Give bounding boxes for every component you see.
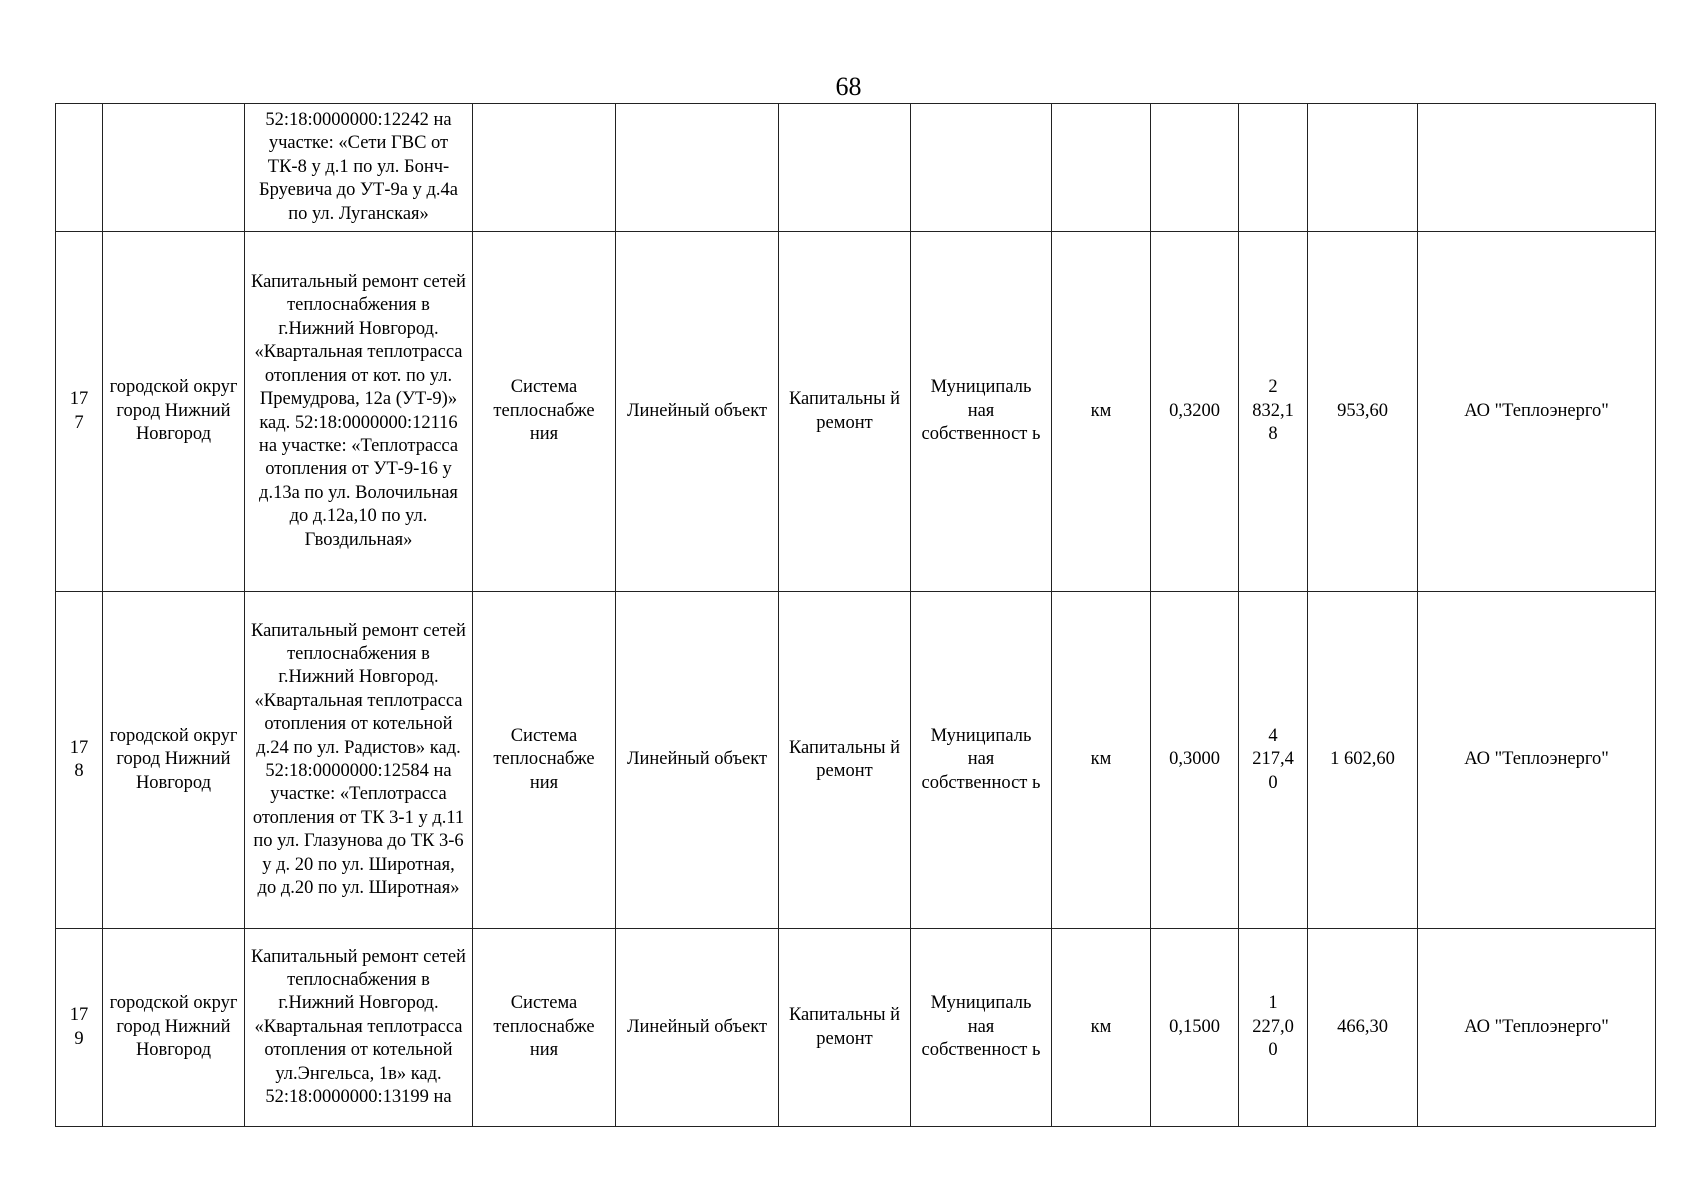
length-cell xyxy=(1151,104,1239,232)
amount-cell: 466,30 xyxy=(1308,929,1418,1127)
organization-cell: АО "Теплоэнерго" xyxy=(1418,929,1656,1127)
page-number: 68 xyxy=(835,72,862,101)
municipality-cell: городской округ город Нижний Новгород xyxy=(103,232,245,592)
unit-cell: км xyxy=(1052,592,1151,929)
object-type-cell: Линейный объект xyxy=(616,929,779,1127)
amount-cell xyxy=(1308,104,1418,232)
work-type-cell: Капитальны й ремонт xyxy=(779,592,911,929)
object-type-cell: Линейный объект xyxy=(616,232,779,592)
organization-cell: АО "Теплоэнерго" xyxy=(1418,592,1656,929)
cost-cell: 2 832,1 8 xyxy=(1239,232,1308,592)
table-row xyxy=(56,232,1656,592)
system-cell: Система теплоснабже ния xyxy=(473,929,616,1127)
num-cell: 17 8 xyxy=(56,592,103,929)
ownership-cell xyxy=(911,104,1052,232)
work-type-cell xyxy=(779,104,911,232)
cost-cell: 1 227,0 0 xyxy=(1239,929,1308,1127)
num-cell: 17 9 xyxy=(56,929,103,1127)
object-type-cell xyxy=(616,104,779,232)
cost-cell xyxy=(1239,104,1308,232)
organization-cell: АО "Теплоэнерго" xyxy=(1418,232,1656,592)
table-row xyxy=(56,104,1656,232)
ownership-cell: Муниципаль ная собственност ь xyxy=(911,232,1052,592)
length-cell: 0,1500 xyxy=(1151,929,1239,1127)
organization-cell xyxy=(1418,104,1656,232)
system-cell: Система теплоснабже ния xyxy=(473,232,616,592)
system-cell: Система теплоснабже ния xyxy=(473,592,616,929)
description-cell: Капитальный ремонт сетей теплоснабжения в г.Нижний Новгород. «Квартальная теплотрасса отопления от котельной ул.Энгельса, 1в» кад. 52:18:0000000:13199 на xyxy=(245,929,473,1127)
system-cell xyxy=(473,104,616,232)
municipality-cell: городской округ город Нижний Новгород xyxy=(103,592,245,929)
amount-cell: 953,60 xyxy=(1308,232,1418,592)
municipality-cell xyxy=(103,104,245,232)
unit-cell: км xyxy=(1052,929,1151,1127)
description-cell: 52:18:0000000:12242 на участке: «Сети ГВС от ТК-8 у д.1 по ул. Бонч-Бруевича до УТ-9а у д.4а по ул. Луганская» xyxy=(245,104,473,232)
ownership-cell: Муниципаль ная собственност ь xyxy=(911,592,1052,929)
projects-table xyxy=(55,103,1656,1127)
table-row xyxy=(56,592,1656,929)
municipality-cell: городской округ город Нижний Новгород xyxy=(103,929,245,1127)
work-type-cell: Капитальны й ремонт xyxy=(779,232,911,592)
num-cell xyxy=(56,104,103,232)
length-cell: 0,3200 xyxy=(1151,232,1239,592)
ownership-cell: Муниципаль ная собственност ь xyxy=(911,929,1052,1127)
amount-cell: 1 602,60 xyxy=(1308,592,1418,929)
description-cell: Капитальный ремонт сетей теплоснабжения в г.Нижний Новгород. «Квартальная теплотрасса отопления от котельной д.24 по ул. Радистов» кад. 52:18:0000000:12584 на участке: «Теплотрасса отопления от ТК 3-1 у д.11 по ул. Глазунова до ТК 3-6 у д. 20 по ул. Широтная, до д.20 по ул. Широтная» xyxy=(245,592,473,929)
length-cell: 0,3000 xyxy=(1151,592,1239,929)
num-cell: 17 7 xyxy=(56,232,103,592)
unit-cell xyxy=(1052,104,1151,232)
work-type-cell: Капитальны й ремонт xyxy=(779,929,911,1127)
cost-cell: 4 217,4 0 xyxy=(1239,592,1308,929)
object-type-cell: Линейный объект xyxy=(616,592,779,929)
unit-cell: км xyxy=(1052,232,1151,592)
table-row xyxy=(56,929,1656,1127)
description-cell: Капитальный ремонт сетей теплоснабжения в г.Нижний Новгород. «Квартальная теплотрасса отопления от кот. по ул. Премудрова, 12а (УТ-9)» кад. 52:18:0000000:12116 на участке: «Теплотрасса отопления от УТ-9-16 у д.13а по ул. Волочильная до д.12а,10 по ул. Гвоздильная» xyxy=(245,232,473,592)
